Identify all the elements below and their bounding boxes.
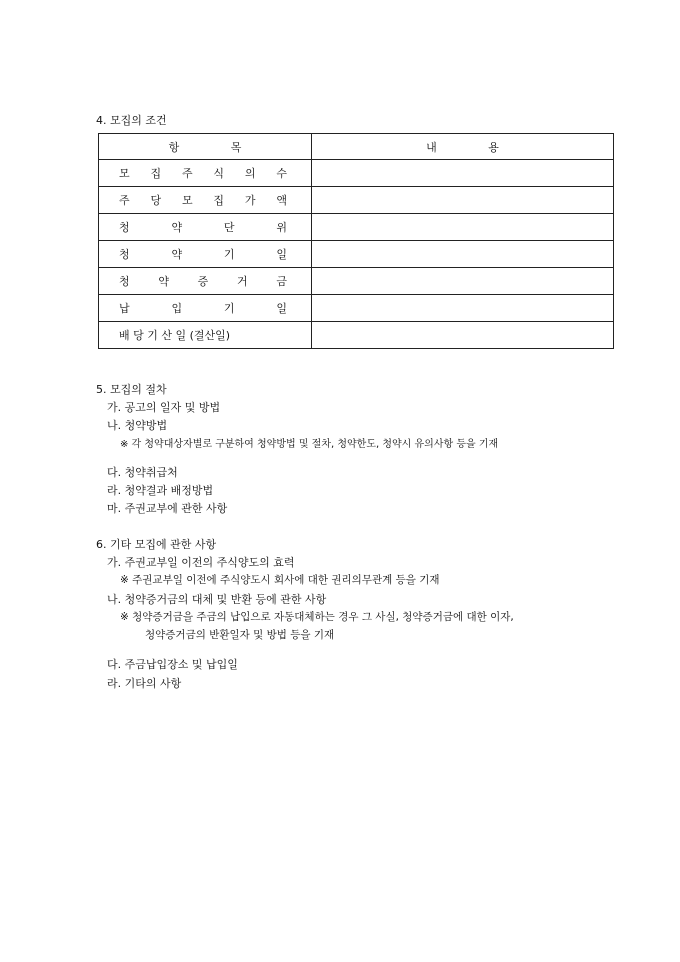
- table-row: [99, 214, 614, 241]
- section-5-item-a: 가. 공고의 일자 및 방법: [107, 401, 221, 414]
- section-5-item-c: 다. 청약취급처: [107, 466, 178, 479]
- section-6-item-d: 라. 기타의 사항: [107, 677, 182, 690]
- label-char: 액: [276, 194, 287, 207]
- label-char: 단: [223, 221, 235, 234]
- table-row: [99, 187, 614, 214]
- label-char: 금: [276, 275, 287, 288]
- row-label: [99, 295, 312, 322]
- row-value: [312, 268, 614, 295]
- section-4-title: 4. 모집의 조건: [96, 114, 167, 127]
- table-row: [99, 322, 614, 349]
- label-char: 집: [213, 194, 225, 207]
- row-value: [312, 322, 614, 349]
- label-char: 수: [276, 167, 287, 180]
- row-value: [312, 214, 614, 241]
- table-header-row: [99, 134, 614, 160]
- row-label: [99, 268, 312, 295]
- label-char: 청: [119, 248, 130, 261]
- label-char: 모: [181, 194, 193, 207]
- label-char: 청: [119, 221, 130, 234]
- label-char: 의: [244, 167, 256, 180]
- label-char: 일: [276, 248, 287, 261]
- label-char: 약: [171, 248, 183, 261]
- label-text: 배 당 기 산 일 (결산일): [119, 329, 231, 342]
- label-char: 기: [223, 302, 235, 315]
- header-content: 내 용: [426, 140, 523, 154]
- row-label: [99, 187, 312, 214]
- label-char: 당: [150, 194, 162, 207]
- label-char: 청: [119, 275, 130, 288]
- label-char: 거: [236, 275, 248, 288]
- row-value: [312, 187, 614, 214]
- table-row: [99, 295, 614, 322]
- row-label: [99, 214, 312, 241]
- section-6-title: 6. 기타 모집에 관한 사항: [96, 538, 217, 551]
- label-char: 증: [197, 275, 209, 288]
- label-char: 주: [181, 167, 193, 180]
- section-6-note-a: ※ 주권교부일 이전에 주식양도시 회사에 대한 권리의무관계 등을 기재: [120, 574, 440, 586]
- header-item-cell: [99, 134, 312, 160]
- section-6-item-c: 다. 주금납입장소 및 납입일: [107, 658, 238, 671]
- header-item: 항 목: [168, 140, 266, 154]
- label-char: 납: [119, 302, 130, 315]
- section-5-note: ※ 각 청약대상자별로 구분하여 청약방법 및 절차, 청약한도, 청약시 유의사항 등을 기재: [120, 439, 499, 450]
- label-char: 식: [213, 167, 225, 180]
- label-char: 입: [171, 302, 183, 315]
- section-6-item-b: 나. 청약증거금의 대체 및 반환 등에 관한 사항: [107, 593, 327, 606]
- row-label: [99, 322, 312, 349]
- row-value: [312, 241, 614, 268]
- header-content-cell: [312, 134, 614, 160]
- label-char: 약: [171, 221, 183, 234]
- section-5-item-d: 라. 청약결과 배정방법: [107, 484, 214, 497]
- label-char: 집: [150, 167, 162, 180]
- conditions-table: [98, 133, 614, 349]
- label-char: 약: [158, 275, 169, 288]
- table-row: [99, 160, 614, 187]
- row-label: [99, 160, 312, 187]
- section-5-item-b: 나. 청약방법: [107, 419, 168, 432]
- section-5-title: 5. 모집의 절차: [96, 383, 167, 396]
- table-row: [99, 268, 614, 295]
- section-5-item-e: 마. 주권교부에 관한 사항: [107, 502, 228, 515]
- table-row: [99, 241, 614, 268]
- row-value: [312, 295, 614, 322]
- label-char: 주: [119, 194, 130, 207]
- label-char: 일: [276, 302, 287, 315]
- section-6-note-b2: 청약증거금의 반환일자 및 방법 등을 기재: [145, 629, 335, 641]
- label-char: 가: [244, 194, 256, 207]
- section-6-item-a: 가. 주권교부일 이전의 주식양도의 효력: [107, 556, 295, 569]
- row-label: [99, 241, 312, 268]
- label-char: 기: [223, 248, 235, 261]
- label-char: 위: [276, 221, 287, 234]
- section-6-note-b1: ※ 청약증거금을 주금의 납입으로 자동대체하는 경우 그 사실, 청약증거금에 대한 이자,: [120, 611, 514, 623]
- row-value: [312, 160, 614, 187]
- label-char: 모: [119, 167, 130, 180]
